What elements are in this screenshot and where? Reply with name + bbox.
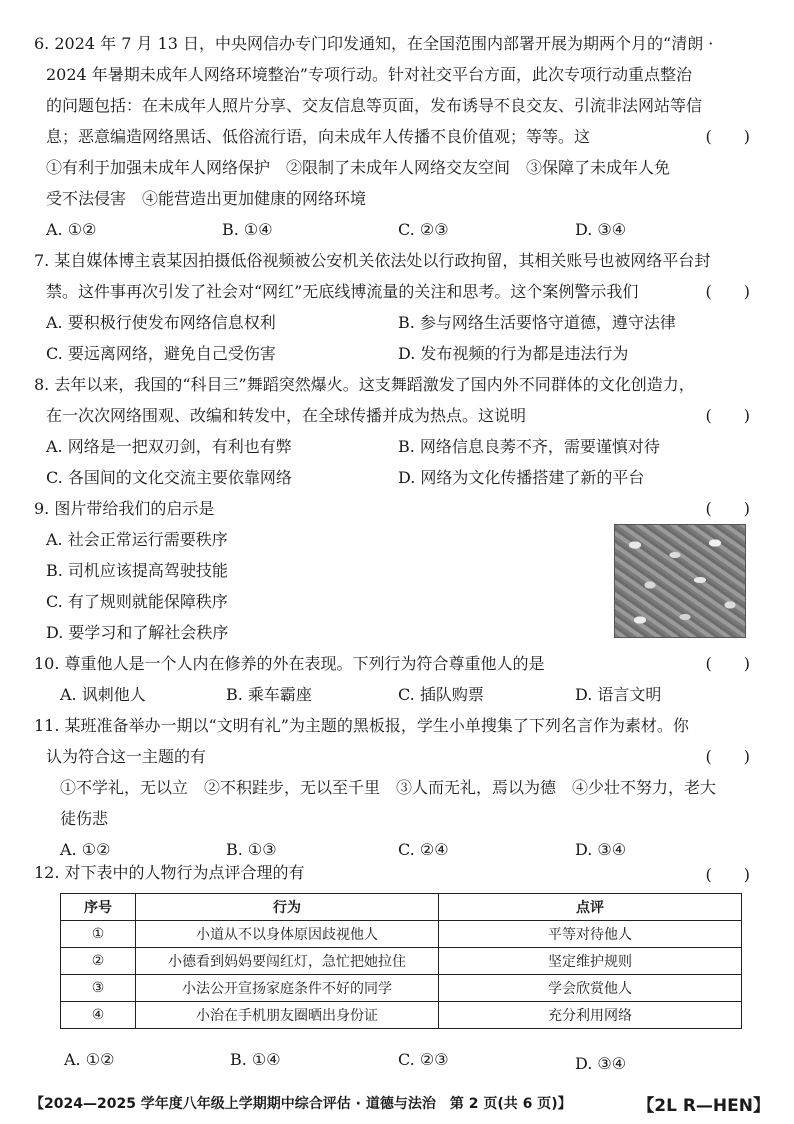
q9-line-1: 9. 图片带给我们的启示是 [34, 499, 215, 518]
q6-option-a: A. ①② [46, 220, 97, 239]
q6-line-1: 6. 2024 年 7 月 13 日，中央网信办专门印发通知，在全国范围内部署开展为期两个月的“清朗 · [34, 34, 714, 53]
row-comment: 学会欣赏他人 [439, 975, 742, 1002]
row-comment: 平等对待他人 [439, 921, 742, 948]
q9-answer-bracket: ( ) [705, 499, 750, 518]
q6-line-4: 息；恶意编造网络黑话、低俗流行语，向未成年人传播不良价值观；等等。这 [46, 127, 591, 146]
row-number: ② [61, 948, 136, 975]
q12-option-c: C. ②③ [398, 1050, 449, 1069]
q11-line-4: 徒伤悲 [60, 809, 109, 828]
header-behavior: 行为 [136, 894, 439, 921]
footer-exam-info: 【2024—2025 学年度八年级上学期期中综合评估 · 道德与法治 第 2 页(共 6 页)】 [30, 1096, 572, 1112]
header-comment: 点评 [439, 894, 742, 921]
q8-option-a: A. 网络是一把双刃剑，有利也有弊 [46, 437, 292, 456]
table-row [61, 975, 742, 1002]
q8-line-2: 在一次次网络围观、改编和转发中，在全球传播并成为热点。这说明 [46, 406, 527, 425]
table-row [61, 1002, 742, 1029]
q9-option-c: C. 有了规则就能保障秩序 [46, 592, 228, 611]
q8-option-c: C. 各国间的文化交流主要依靠网络 [46, 468, 292, 487]
q7-option-a: A. 要积极行使发布网络信息权利 [46, 313, 276, 332]
q6-line-3: 的问题包括：在未成年人照片分享、交友信息等页面，发布诱导不良交友、引流非法网站等信 [46, 96, 703, 115]
row-behavior: 小治在手机朋友圈晒出身份证 [136, 1002, 439, 1029]
q12-option-b: B. ①④ [230, 1050, 281, 1069]
traffic-jam-photo [614, 524, 746, 638]
q6-option-c: C. ②③ [398, 220, 449, 239]
q10-option-d: D. 语言文明 [575, 685, 662, 704]
q7-option-b: B. 参与网络生活要恪守道德，遵守法律 [398, 313, 676, 332]
row-number: ① [61, 921, 136, 948]
row-comment: 坚定维护规则 [439, 948, 742, 975]
header-number: 序号 [61, 894, 136, 921]
q8-line-1: 8. 去年以来，我国的“科目三”舞蹈突然爆火。这支舞蹈激发了国内外不同群体的文化创造力， [34, 375, 695, 394]
q7-line-1: 7. 某自媒体博主袁某因拍摄低俗视频被公安机关依法处以行政拘留，其相关账号也被网络平台封 [34, 251, 711, 270]
evaluation-table [60, 893, 742, 1029]
q12-option-d: D. ③④ [575, 1054, 627, 1073]
q11-line-3: ①不学礼，无以立 ②不积跬步，无以至千里 ③人而无礼，焉以为德 ④少壮不努力，老大 [60, 778, 717, 797]
row-behavior: 小法公开宣扬家庭条件不好的同学 [136, 975, 439, 1002]
q7-answer-bracket: ( ) [705, 282, 750, 301]
table-row [61, 921, 742, 948]
table-row [61, 948, 742, 975]
q7-option-c: C. 要远离网络，避免自己受伤害 [46, 344, 276, 363]
q12-option-a: A. ①② [64, 1050, 115, 1069]
q10-answer-bracket: ( ) [705, 654, 750, 673]
q11-option-c: C. ②④ [398, 840, 449, 859]
row-comment: 充分利用网络 [439, 1002, 742, 1029]
q12-line-1: 12. 对下表中的人物行为点评合理的有 [34, 863, 305, 882]
q8-option-d: D. 网络为文化传播搭建了新的平台 [398, 468, 645, 487]
q6-line-5: ①有利于加强未成年人网络保护 ②限制了未成年人网络交友空间 ③保障了未成年人免 [46, 158, 671, 177]
q9-option-b: B. 司机应该提高驾驶技能 [46, 561, 228, 580]
q10-option-b: B. 乘车霸座 [226, 685, 312, 704]
q8-option-b: B. 网络信息良莠不齐，需要谨慎对待 [398, 437, 660, 456]
footer-code: 【2L R—HEN】 [637, 1096, 770, 1116]
q7-line-2: 禁。这件事再次引发了社会对“网红”无底线博流量的关注和思考。这个案例警示我们 [46, 282, 639, 301]
q11-option-a: A. ①② [60, 840, 111, 859]
q10-option-c: C. 插队购票 [398, 685, 484, 704]
q6-answer-bracket: ( ) [705, 127, 750, 146]
q6-line-6: 受不法侵害 ④能营造出更加健康的网络环境 [46, 189, 367, 208]
q12-answer-bracket: ( ) [705, 865, 750, 884]
q11-option-d: D. ③④ [575, 840, 627, 859]
q11-line-1: 11. 某班准备举办一期以“文明有礼”为主题的黑板报，学生小单搜集了下列名言作为素材。你 [34, 716, 689, 735]
table-header-row [61, 894, 742, 921]
q9-option-a: A. 社会正常运行需要秩序 [46, 530, 228, 549]
row-number: ③ [61, 975, 136, 1002]
q11-option-b: B. ①③ [226, 840, 277, 859]
q10-line-1: 10. 尊重他人是一个人内在修养的外在表现。下列行为符合尊重他人的是 [34, 654, 545, 673]
q6-line-2: 2024 年暑期未成年人网络环境整治”专项行动。针对社交平台方面，此次专项行动重点整治 [46, 65, 692, 84]
q10-option-a: A. 讽刺他人 [60, 685, 146, 704]
row-behavior: 小道从不以身体原因歧视他人 [136, 921, 439, 948]
row-behavior: 小德看到妈妈要闯红灯，急忙把她拉住 [136, 948, 439, 975]
q9-option-d: D. 要学习和了解社会秩序 [46, 623, 229, 642]
page-footer [30, 1093, 770, 1115]
q6-option-d: D. ③④ [575, 220, 627, 239]
q6-option-b: B. ①④ [222, 220, 273, 239]
q11-line-2: 认为符合这一主题的有 [46, 747, 207, 766]
q8-answer-bracket: ( ) [705, 406, 750, 425]
q7-option-d: D. 发布视频的行为都是违法行为 [398, 344, 629, 363]
row-number: ④ [61, 1002, 136, 1029]
q11-answer-bracket: ( ) [705, 747, 750, 766]
